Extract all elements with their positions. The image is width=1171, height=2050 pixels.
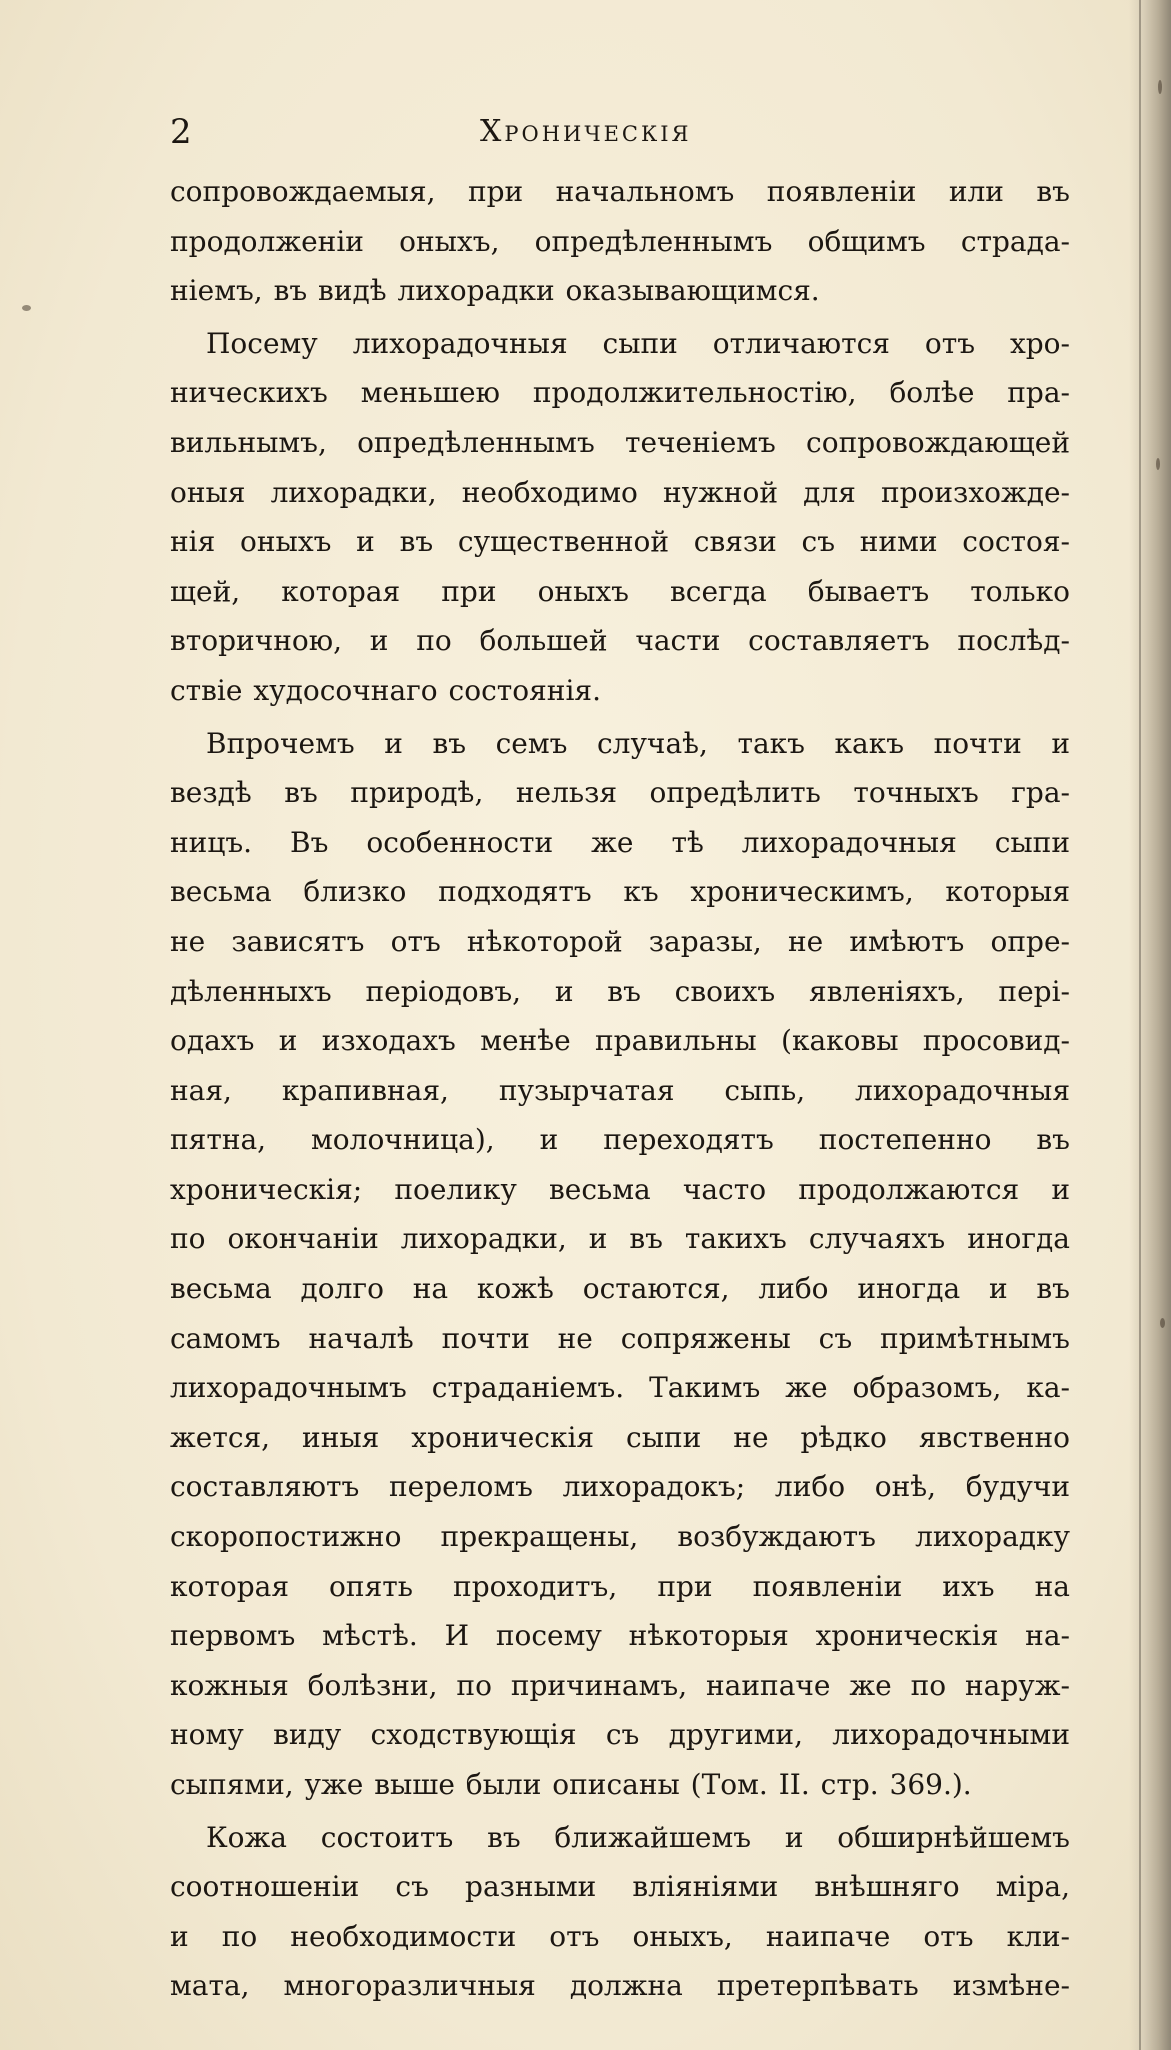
text-line: сопровождаемыя, при начальномъ появленіи или въ (170, 175, 1070, 208)
text-line: сыпями, уже выше были описаны (Том. II. стр. 369.). (170, 1768, 972, 1801)
running-head: Хроническія (480, 114, 692, 149)
text-line: щей, которая при оныхъ всегда бываетъ только (170, 574, 1070, 608)
text-line: одахъ и изходахъ менѣе правильны (каковы просовид- (170, 1024, 1070, 1058)
text-line: Посему лихорадочныя сыпи отличаются отъ хро- (206, 326, 1070, 360)
text-line: ному виду сходствующія съ другими, лихорадочными (170, 1718, 1070, 1752)
text-line: соотношеніи съ разными вліяніями внѣшняго міра, (170, 1870, 1070, 1904)
text-line: ницъ. Въ особенности же тѣ лихорадочныя сыпи (170, 825, 1070, 859)
text-line: весьма близко подходятъ къ хроническимъ, которыя (170, 875, 1070, 909)
text-line: ніемъ, въ видѣ лихорадки оказывающимся. (170, 274, 820, 308)
text-line: первомъ мѣстѣ. И посему нѣкоторыя хроническія на- (170, 1619, 1070, 1653)
text-line: хроническія; поелику весьма часто продолжаются и (170, 1172, 1070, 1206)
text-line: ническихъ меньшею продолжительностію, болѣе пра- (170, 376, 1070, 410)
text-line: по окончаніи лихорадки, и въ такихъ случаяхъ иногда (170, 1222, 1070, 1256)
ink-spot (1158, 80, 1162, 94)
text-line: которая опять проходитъ, при появленіи ихъ на (170, 1569, 1070, 1603)
body-text (170, 167, 1070, 2011)
text-line: пятна, молочница), и переходятъ постепенно въ (170, 1123, 1070, 1157)
text-line: не зависятъ отъ нѣкоторой заразы, не имѣютъ опре- (170, 924, 1070, 958)
text-line: продолженіи оныхъ, опредѣленнымъ общимъ страда- (170, 224, 1070, 258)
text-line: скоропостижно прекращены, возбуждаютъ лихорадку (170, 1520, 1070, 1554)
text-line: лихорадочнымъ страданіемъ. Такимъ же образомъ, ка- (170, 1371, 1070, 1405)
text-line: ная, крапивная, пузырчатая сыпь, лихорадочныя (170, 1073, 1070, 1107)
text-line: Кожа состоитъ въ ближайшемъ и обширнѣйшемъ (206, 1820, 1070, 1854)
text-line: весьма долго на кожѣ остаются, либо иногда и въ (170, 1272, 1070, 1306)
page-edge-shadow (1129, 0, 1171, 2050)
text-line: составляютъ переломъ лихорадокъ; либо онѣ, будучи (170, 1470, 1070, 1504)
text-line: мата, многоразличныя должна претерпѣвать измѣне- (170, 1969, 1070, 2003)
text-line: вильнымъ, опредѣленнымъ теченіемъ сопровождающей (170, 425, 1070, 459)
ink-spot (1156, 458, 1160, 470)
paragraph (170, 719, 1070, 1810)
text-line: ствіе худосочнаго состоянія. (170, 673, 601, 707)
text-line: жется, иныя хроническія сыпи не рѣдко явственно (170, 1420, 1070, 1454)
text-line: вторичною, и по большей части составляетъ послѣд- (170, 624, 1070, 658)
paragraph (170, 167, 1070, 316)
text-line: нія оныхъ и въ существенной связи съ ними состоя- (170, 525, 1070, 559)
text-line: кожныя болѣзни, по причинамъ, наипаче же по наруж- (170, 1668, 1070, 1702)
page-header (170, 110, 1070, 154)
text-line: дѣленныхъ періодовъ, и въ своихъ явленіяхъ, пері- (170, 974, 1070, 1008)
text-line: и по необходимости отъ оныхъ, наипаче отъ кли- (170, 1919, 1070, 1953)
text-line: вездѣ въ природѣ, нельзя опредѣлить точныхъ гра- (170, 776, 1070, 810)
ink-spot (1160, 1318, 1165, 1328)
binding-line (1139, 0, 1141, 2050)
text-line: оныя лихорадки, необходимо нужной для произхожде- (170, 475, 1070, 509)
ink-spot (22, 305, 31, 311)
paragraph (170, 1813, 1070, 2011)
text-line: самомъ началѣ почти не сопряжены съ примѣтнымъ (170, 1321, 1070, 1355)
paragraph (170, 319, 1070, 716)
text-line: Впрочемъ и въ семъ случаѣ, такъ какъ почти и (206, 726, 1070, 760)
page-number: 2 (170, 112, 192, 152)
